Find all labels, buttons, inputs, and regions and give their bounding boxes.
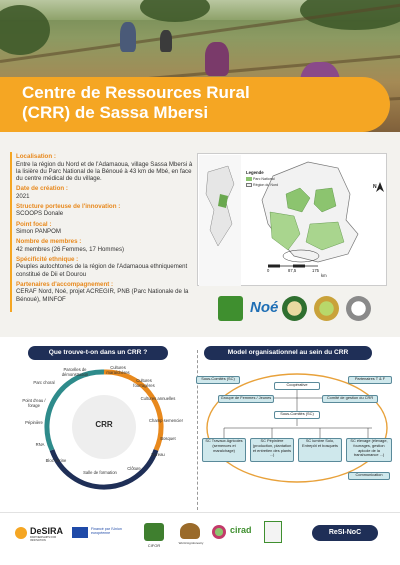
org-box-sc: SC Travaux Agricoles (semences et maraîchage) <box>202 438 246 462</box>
org-box-communication: Communication <box>348 472 390 480</box>
seal-logo <box>314 296 339 321</box>
map-legend-item <box>246 177 275 181</box>
info-accent-bar <box>10 152 12 312</box>
title-banner <box>0 77 390 132</box>
info-value-structure: SCOOPS Donale <box>16 210 64 218</box>
cirad-logo: cirad <box>230 525 252 535</box>
org-box-comite: Comité de gestion du CRR <box>322 395 378 403</box>
hero-person <box>120 22 136 52</box>
crr-item: Salle de formation <box>83 470 117 475</box>
crr-item: Cultures fourragères <box>133 378 155 388</box>
legend-swatch <box>246 177 252 181</box>
partner-logos <box>218 296 388 322</box>
org-box-partenaires: Partenaires T & F <box>348 376 392 384</box>
crr-item: Pépinière <box>25 420 43 425</box>
crr-item: Bureau <box>151 452 165 457</box>
page-title <box>22 83 378 123</box>
info-value-membres: 42 membres (26 Femmes, 17 Hommes) <box>16 245 125 253</box>
info-value-partenaires: CERAF Nord, Noé, projet ACREGIR, PNB (Parc Nationale de la Bénoué), MINFOF <box>16 288 189 303</box>
section-title-right: Model organisationnel au sein du CRR <box>204 346 372 360</box>
crr-item: Cultures annuelles <box>140 396 176 401</box>
info-label-ethnique: Spécificité ethnique : <box>16 255 79 263</box>
legend-swatch <box>246 183 252 187</box>
map-scale-label: 175 <box>312 268 319 273</box>
crr-item: Clôture <box>127 466 141 471</box>
seal-logo <box>346 296 371 321</box>
crr-diagram <box>22 362 192 497</box>
cifor-mark-icon <box>144 523 164 541</box>
world-agroforestry-logo: World Agroforestry <box>178 541 204 545</box>
org-box-cooperative: Coopérative <box>274 382 320 390</box>
seal-logo <box>282 296 307 321</box>
map-legend-label: Région du Nord <box>253 183 279 187</box>
desira-subtitle: PARTNERSHIPS FOR INNOVATION <box>30 536 57 543</box>
info-list <box>16 153 196 303</box>
resi-noc-badge: ReSI-NoC <box>312 525 378 541</box>
crr-item: Cultures maraîchères <box>106 365 130 375</box>
map-scale-unit: km <box>321 273 327 278</box>
map-legend-label: Parc National <box>253 177 275 181</box>
info-label-structure: Structure porteuse de l'innovation : <box>16 202 121 210</box>
crr-item: Bosquet <box>160 436 176 441</box>
eu-funding-text: Financé par l'Union européenne <box>91 527 122 536</box>
info-label-point-focal: Point focal : <box>16 220 52 228</box>
eu-flag-icon <box>72 527 88 538</box>
section-divider <box>197 350 198 510</box>
crr-item: Parc choral <box>33 380 55 385</box>
hero-person <box>205 42 229 76</box>
map-scale-label: 87,5 <box>288 268 297 273</box>
title-line-1: Centre de Ressources Rural <box>22 83 250 102</box>
org-diagram <box>200 362 395 512</box>
map-north-arrow <box>376 182 384 192</box>
crr-item: Bloc latrine <box>45 458 67 463</box>
info-label-date: Date de création : <box>16 185 68 193</box>
crr-item: Champ semencier <box>149 418 183 423</box>
desira-mark-icon <box>15 527 27 539</box>
info-value-ethnique: Peuples autochtones de la région de l'Adamaoua ethniquement constitué de Dii et Dourou <box>16 263 188 278</box>
institute-crest-icon <box>264 521 282 543</box>
noe-logo: Noé <box>250 299 279 316</box>
crr-center-label: CRR <box>95 420 113 429</box>
hero-tree <box>0 5 50 55</box>
map-region <box>262 162 358 262</box>
section-title-left: Que trouve-t-on dans un CRR ? <box>28 346 168 360</box>
org-box-sc: SC élevage (élevage, fourrages, gestion apicole de la transhumance ...) <box>346 438 392 462</box>
map-legend-item <box>246 183 278 187</box>
info-label-partenaires: Partenaires d'accompagnement : <box>16 280 114 288</box>
crr-item: RNA <box>35 442 45 447</box>
cirad-mark-icon <box>212 525 226 539</box>
info-value-point-focal: Simon PANPOM <box>16 228 61 236</box>
info-value-date: 2021 <box>16 192 30 200</box>
crr-item: Parcelles de démonstration <box>61 367 89 377</box>
org-box-sc: SC Pépinière (production, plantation et entretien des plants ...) <box>250 438 294 462</box>
title-line-2: (CRR) de Sassa Mbersi <box>22 103 209 122</box>
org-box-groupe: Groupe de Femmes / Jeunes <box>218 395 274 403</box>
org-box-sous-comites-center: Sous-Comités (SC) <box>274 411 320 419</box>
desira-logo: DeSIRA <box>30 526 64 536</box>
footer-logos <box>0 512 400 565</box>
org-box-sous-comites: Sous-Comités (SC) <box>196 376 240 384</box>
ceraf-logo <box>218 296 243 321</box>
location-map <box>197 153 387 286</box>
map-north-label: N <box>373 184 377 190</box>
world-agroforestry-mark-icon <box>180 523 200 539</box>
crr-item: Point d'eau / forage <box>22 398 46 408</box>
info-label-membres: Nombre de membres : <box>16 238 82 246</box>
map-legend-title: Legende <box>246 170 264 175</box>
org-box-sc: SC lumbre Solo, Entrepôt et bosquets <box>298 438 342 462</box>
info-label-localisation: Localisation : <box>16 153 56 160</box>
info-value-localisation: Entre la région du Nord et de l'Adamaoua, village Sassa Mbersi à la lisière du Parc National de la Bénoué à 43 km de Mbé, en face du centre médical de du village. <box>16 160 193 182</box>
hero-person <box>160 30 172 52</box>
cifor-logo: CIFOR <box>147 543 161 548</box>
map-scale-seg <box>268 265 280 268</box>
map-scale-label: 0 <box>267 268 270 273</box>
